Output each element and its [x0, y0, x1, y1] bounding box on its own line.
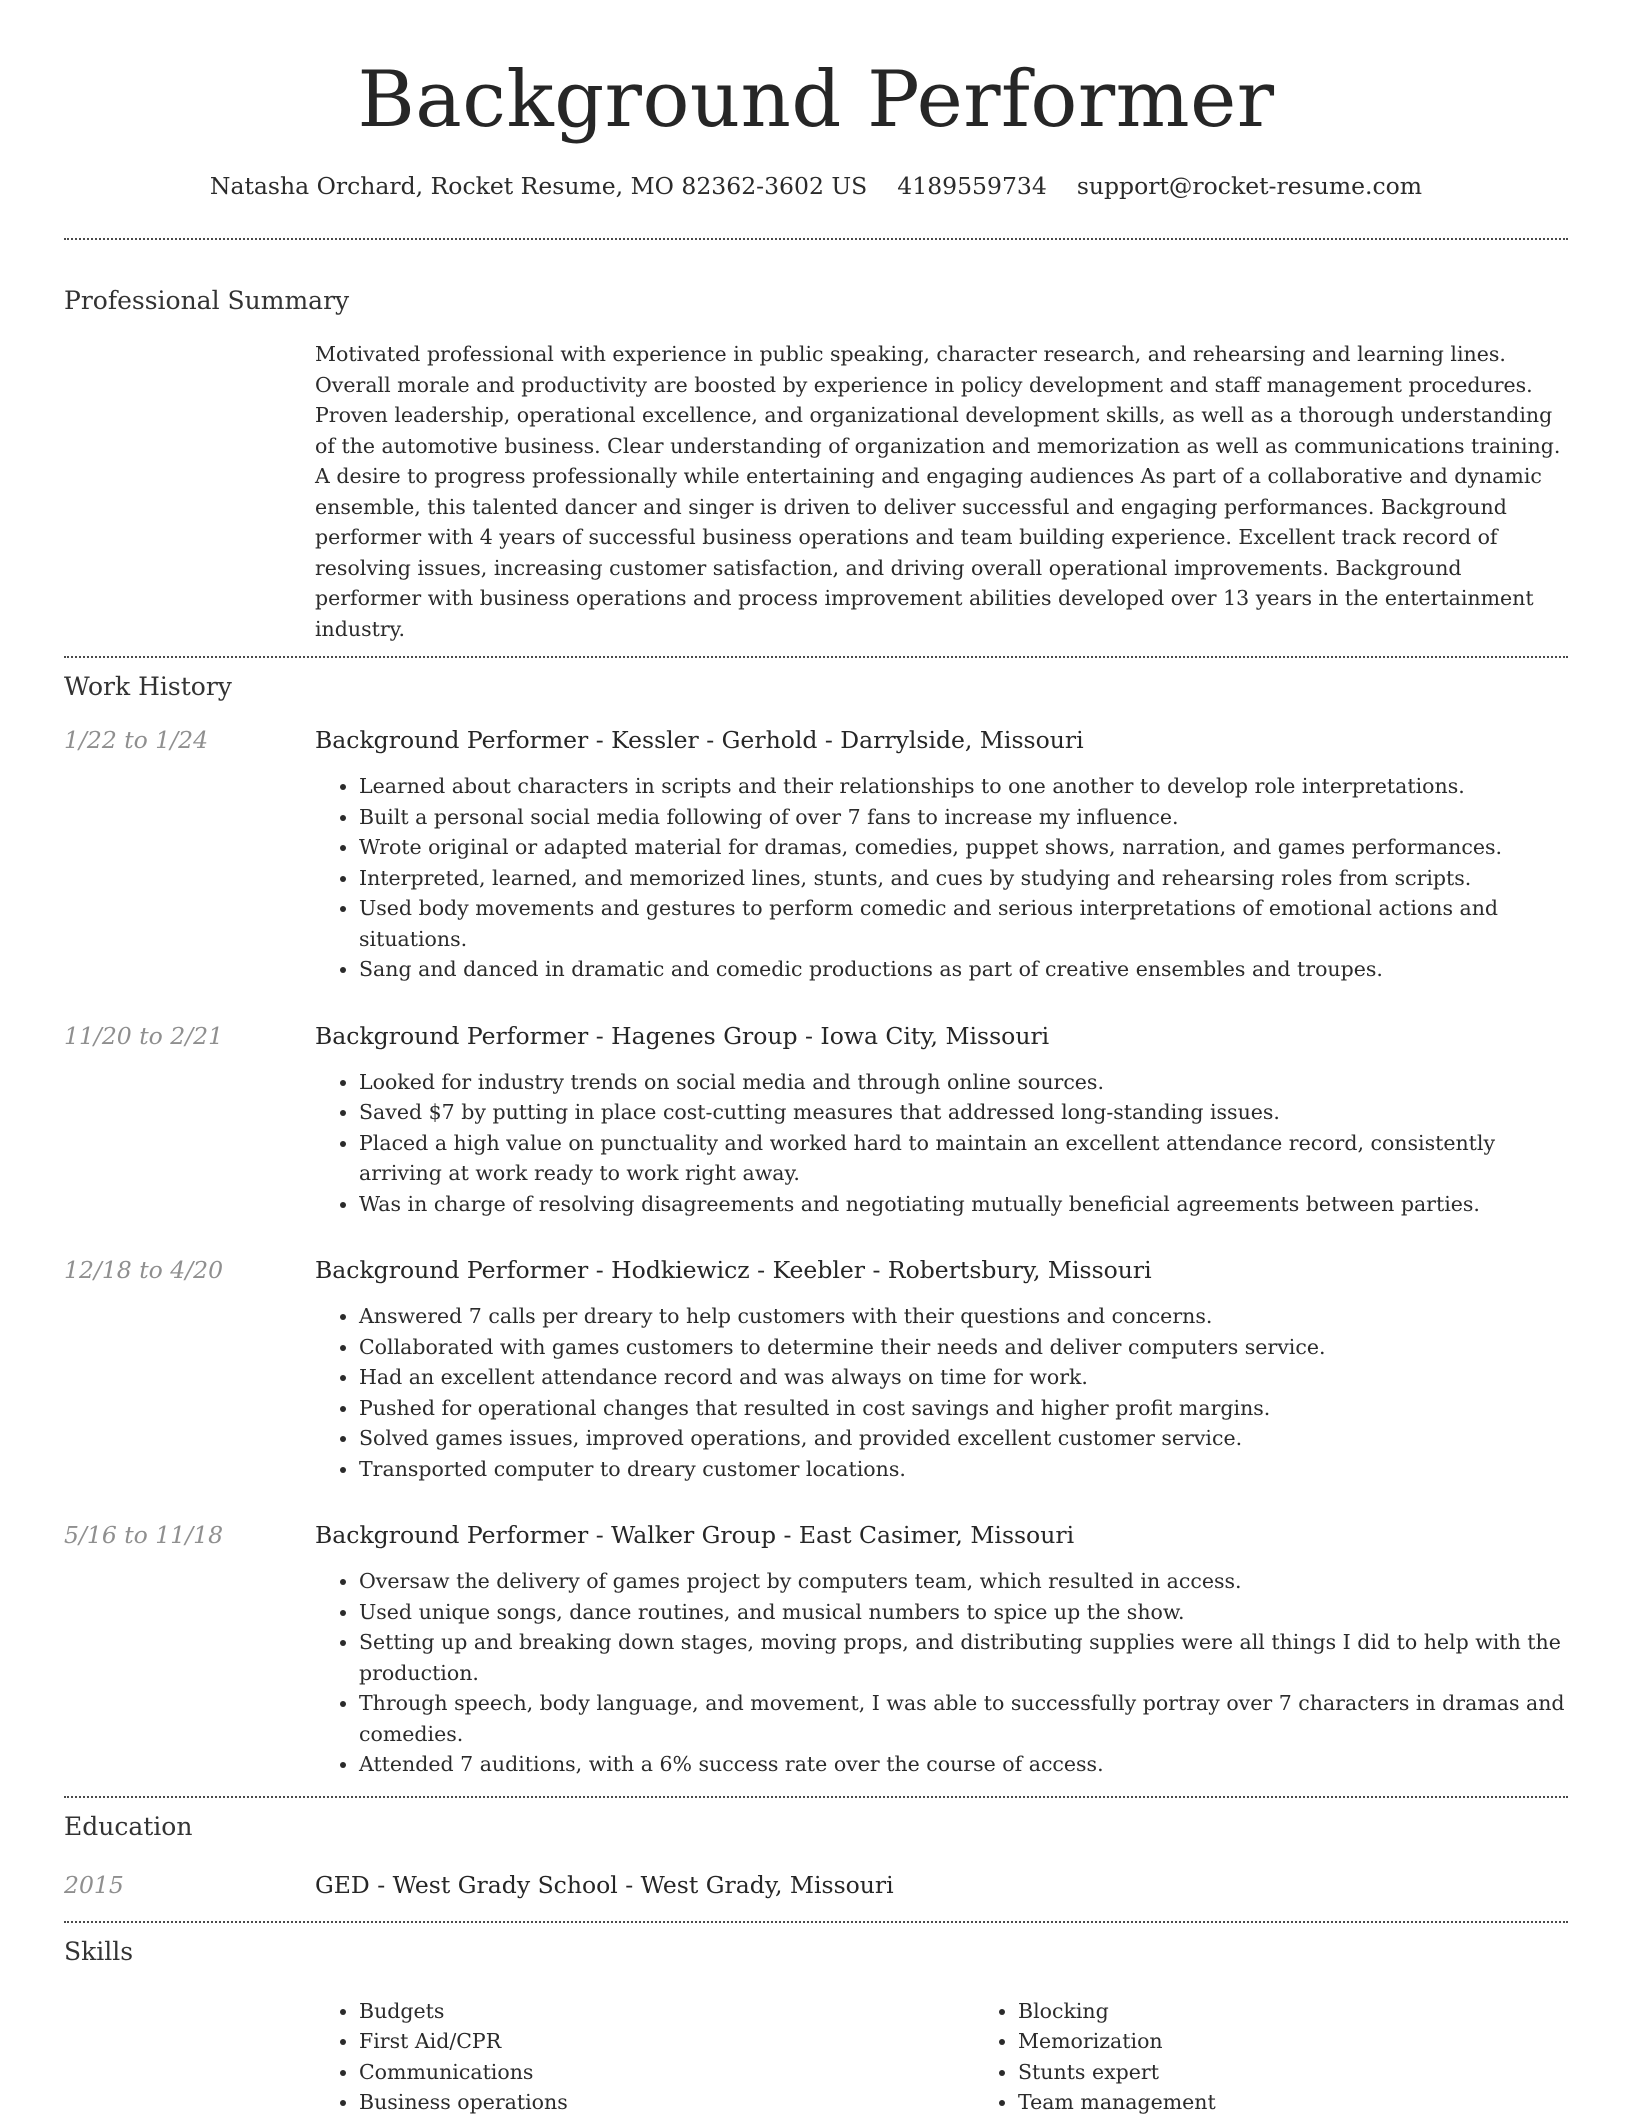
- job-bullet: • Wrote original or adapted material for dramas, comedies, puppet shows, narration, and games performances.: [359, 832, 1568, 863]
- job-title: Background Performer - Hagenes Group - Iowa City, Missouri: [315, 1021, 1050, 1050]
- job-bullet: • Solved games issues, improved operations, and provided excellent customer service.: [359, 1423, 1568, 1454]
- skill-item: • Communications: [359, 2057, 974, 2088]
- job-entry: [64, 1020, 1568, 1220]
- job-bullet: • Learned about characters in scripts and their relationships to one another to develop role interpretations.: [359, 771, 1568, 802]
- section-divider: [64, 1921, 1568, 1923]
- job-bullet: • Setting up and breaking down stages, moving props, and distributing supplies were all things I did to help with the production.: [359, 1627, 1568, 1688]
- job-bullet: • Placed a high value on punctuality and worked hard to maintain an excellent attendance record, consistently arriving at work ready to work right away.: [359, 1128, 1568, 1189]
- education-entry: [64, 1869, 1568, 1901]
- contact-address: Natasha Orchard, Rocket Resume, MO 82362-3602 US: [209, 172, 868, 200]
- summary-text: Motivated professional with experience in public speaking, character research, and rehearsing and learning lines. Overall morale and productivity are boosted by experience in policy development and staff management procedures. Proven leadership, operational excellence, and organizational development skills, as well as a thorough understanding of the automotive business. Clear understanding of organization and memorization as well as communications training. A desire to progress professionally while entertaining and engaging audiences As part of a collaborative and dynamic ensemble, this talented dancer and singer is driven to deliver successful and engaging performances. Background performer with 4 years of successful business operations and team building experience. Excellent track record of resolving issues, increasing customer satisfaction, and driving overall operational improvements. Background performer with business operations and process improvement abilities developed over 13 years in the entertainment industry.: [315, 342, 1561, 641]
- job-title: Background Performer - Hodkiewicz - Keebler - Robertsbury, Missouri: [315, 1256, 1152, 1284]
- job-entry: [64, 1254, 1568, 1484]
- skill-item: • Budgets: [359, 1996, 974, 2027]
- job-dates: 11/20 to 2/21: [64, 1021, 224, 1050]
- job-bullet: • Was in charge of resolving disagreements and negotiating mutually beneficial agreements between parties.: [359, 1189, 1568, 1220]
- section-title-skills: Skills: [64, 1936, 134, 1966]
- job-bullet: • Transported computer to dreary customer locations.: [359, 1454, 1568, 1485]
- education-detail: GED - West Grady School - West Grady, Missouri: [315, 1870, 894, 1899]
- education-year: 2015: [64, 1870, 124, 1899]
- job-bullet: • Collaborated with games customers to determine their needs and deliver computers service.: [359, 1332, 1568, 1363]
- job-bullets: [315, 1067, 1568, 1220]
- job-bullet: • Had an excellent attendance record and was always on time for work.: [359, 1362, 1568, 1393]
- contact-line: [64, 170, 1568, 202]
- job-bullet: • Interpreted, learned, and memorized lines, stunts, and cues by studying and rehearsing roles from scripts.: [359, 863, 1568, 894]
- job-bullet: • Pushed for operational changes that resulted in cost savings and higher profit margins.: [359, 1393, 1568, 1424]
- contact-email: support@rocket-resume.com: [1076, 172, 1423, 200]
- job-bullet: • Sang and danced in dramatic and comedic productions as part of creative ensembles and troupes.: [359, 954, 1568, 985]
- job-bullet: • Built a personal social media following of over 7 fans to increase my influence.: [359, 802, 1568, 833]
- contact-phone: 4189559734: [897, 172, 1047, 200]
- section-divider: [64, 656, 1568, 658]
- job-bullets: [315, 771, 1568, 985]
- job-dates: 12/18 to 4/20: [64, 1256, 224, 1284]
- summary-row: [64, 318, 1568, 644]
- resume-page: [64, 0, 1568, 2118]
- job-title: Background Performer - Kessler - Gerhold - Darrylside, Missouri: [315, 726, 1084, 754]
- skill-item: • Business operations: [359, 2087, 974, 2118]
- skill-item: • Memorization: [1018, 2026, 1632, 2057]
- job-bullet: • Used unique songs, dance routines, and musical numbers to spice up the show.: [359, 1597, 1568, 1628]
- skill-item: • Team management: [1018, 2087, 1632, 2118]
- job-bullet: • Looked for industry trends on social media and through online sources.: [359, 1067, 1568, 1098]
- resume-header: [64, 0, 1568, 202]
- job-bullet: • Oversaw the delivery of games project by computers team, which resulted in access.: [359, 1566, 1568, 1597]
- job-bullet: • Answered 7 calls per dreary to help customers with their questions and concerns.: [359, 1301, 1568, 1332]
- skills-row: [64, 1996, 1568, 2118]
- job-bullet: • Saved $7 by putting in place cost-cutting measures that addressed long-standing issues.: [359, 1097, 1568, 1128]
- section-title-work: Work History: [64, 672, 232, 701]
- resume-name: Background Performer: [357, 55, 1275, 145]
- job-entry: [64, 724, 1568, 985]
- skills-list-left: [315, 1996, 974, 2118]
- job-bullet: • Attended 7 auditions, with a 6% success rate over the course of access.: [359, 1749, 1568, 1780]
- job-dates: 5/16 to 11/18: [64, 1521, 224, 1549]
- skill-item: • Blocking: [1018, 1996, 1632, 2027]
- section-divider: [64, 238, 1568, 240]
- job-bullets: [315, 1566, 1568, 1780]
- section-divider: [64, 1796, 1568, 1798]
- job-bullets: [315, 1301, 1568, 1484]
- section-title-education: Education: [64, 1811, 193, 1841]
- skill-item: • Stunts expert: [1018, 2057, 1632, 2088]
- skills-list-right: [974, 1996, 1632, 2118]
- job-entry: [64, 1519, 1568, 1780]
- section-title-summary: Professional Summary: [64, 286, 350, 315]
- job-bullet: • Used body movements and gestures to perform comedic and serious interpretations of emotional actions and situations.: [359, 893, 1568, 954]
- skill-item: • First Aid/CPR: [359, 2026, 974, 2057]
- job-dates: 1/22 to 1/24: [64, 726, 209, 754]
- job-bullet: • Through speech, body language, and movement, I was able to successfully portray over 7 characters in dramas and comedies.: [359, 1688, 1568, 1749]
- job-title: Background Performer - Walker Group - East Casimer, Missouri: [315, 1521, 1075, 1549]
